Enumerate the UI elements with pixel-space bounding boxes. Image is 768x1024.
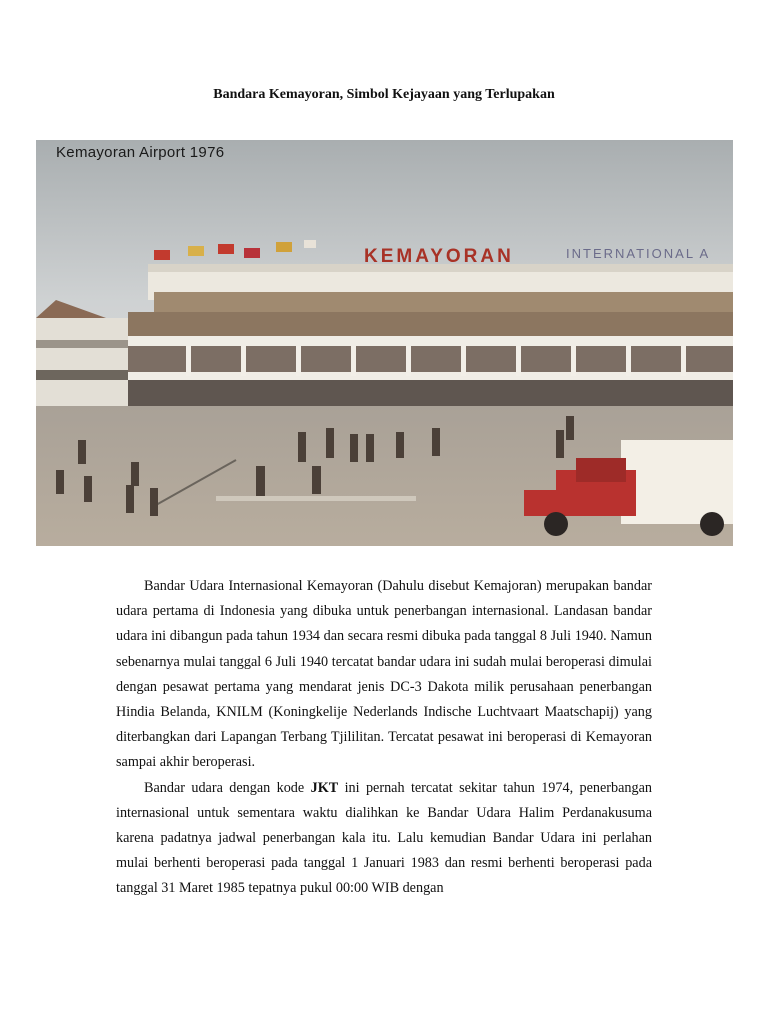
paragraph-2-start: Bandar udara dengan kode [144, 779, 311, 796]
paragraph-2 [116, 776, 652, 902]
paragraph-1: Bandar Udara Internasional Kemayoran (Dahulu disebut Kemajoran) merupakan bandar udara pertama di Indonesia yang dibuka untuk penerbangan internasional. Landasan bandar udara ini dibangun pada tahun 1934 dan secara resmi dibuka pada tanggal 8 Juli 1940. Namun sebenarnya mulai tanggal 6 Juli 1940 tercatat bandar udara ini sudah mulai beroperasi dimulai dengan pesawat pertama yang mendarat jenis DC-3 Dakota milik perusahaan penerbangan Hindia Belanda, KNILM (Koningkelije Nederlands Indische Luchtvaart Maatschapij) yang diterbangkan dari Lapangan Terbang Tjililitan. Tercatat pesawat ini beroperasi di Kemayoran sampai akhir beroperasi. [116, 578, 652, 771]
document-title: Bandara Kemayoran, Simbol Kejayaan yang Terlupakan [213, 87, 555, 102]
body-text [116, 574, 652, 902]
photo-caption: Kemayoran Airport 1976 [56, 144, 225, 161]
terminal-sign-sub: INTERNATIONAL A [566, 246, 711, 261]
terminal-sign: KEMAYORAN [364, 246, 514, 267]
airport-scene-illustration [36, 140, 733, 546]
airport-code: JKT [310, 779, 339, 796]
airport-photo [36, 140, 733, 546]
paragraph-2-rest: ini pernah tercatat sekitar tahun 1974, penerbangan internasional untuk sementara waktu dialihkan ke Bandar Udara Halim Perdanakusuma karena padatnya jadwal penerbangan kala itu. Lalu kemudian Bandar Udara ini perlahan mulai berhenti beroperasi pada tanggal 1 Januari 1983 dan resmi berhenti beroperasi pada tanggal 31 Maret 1985 tepatnya pukul 00:00 WIB dengan [116, 779, 652, 897]
